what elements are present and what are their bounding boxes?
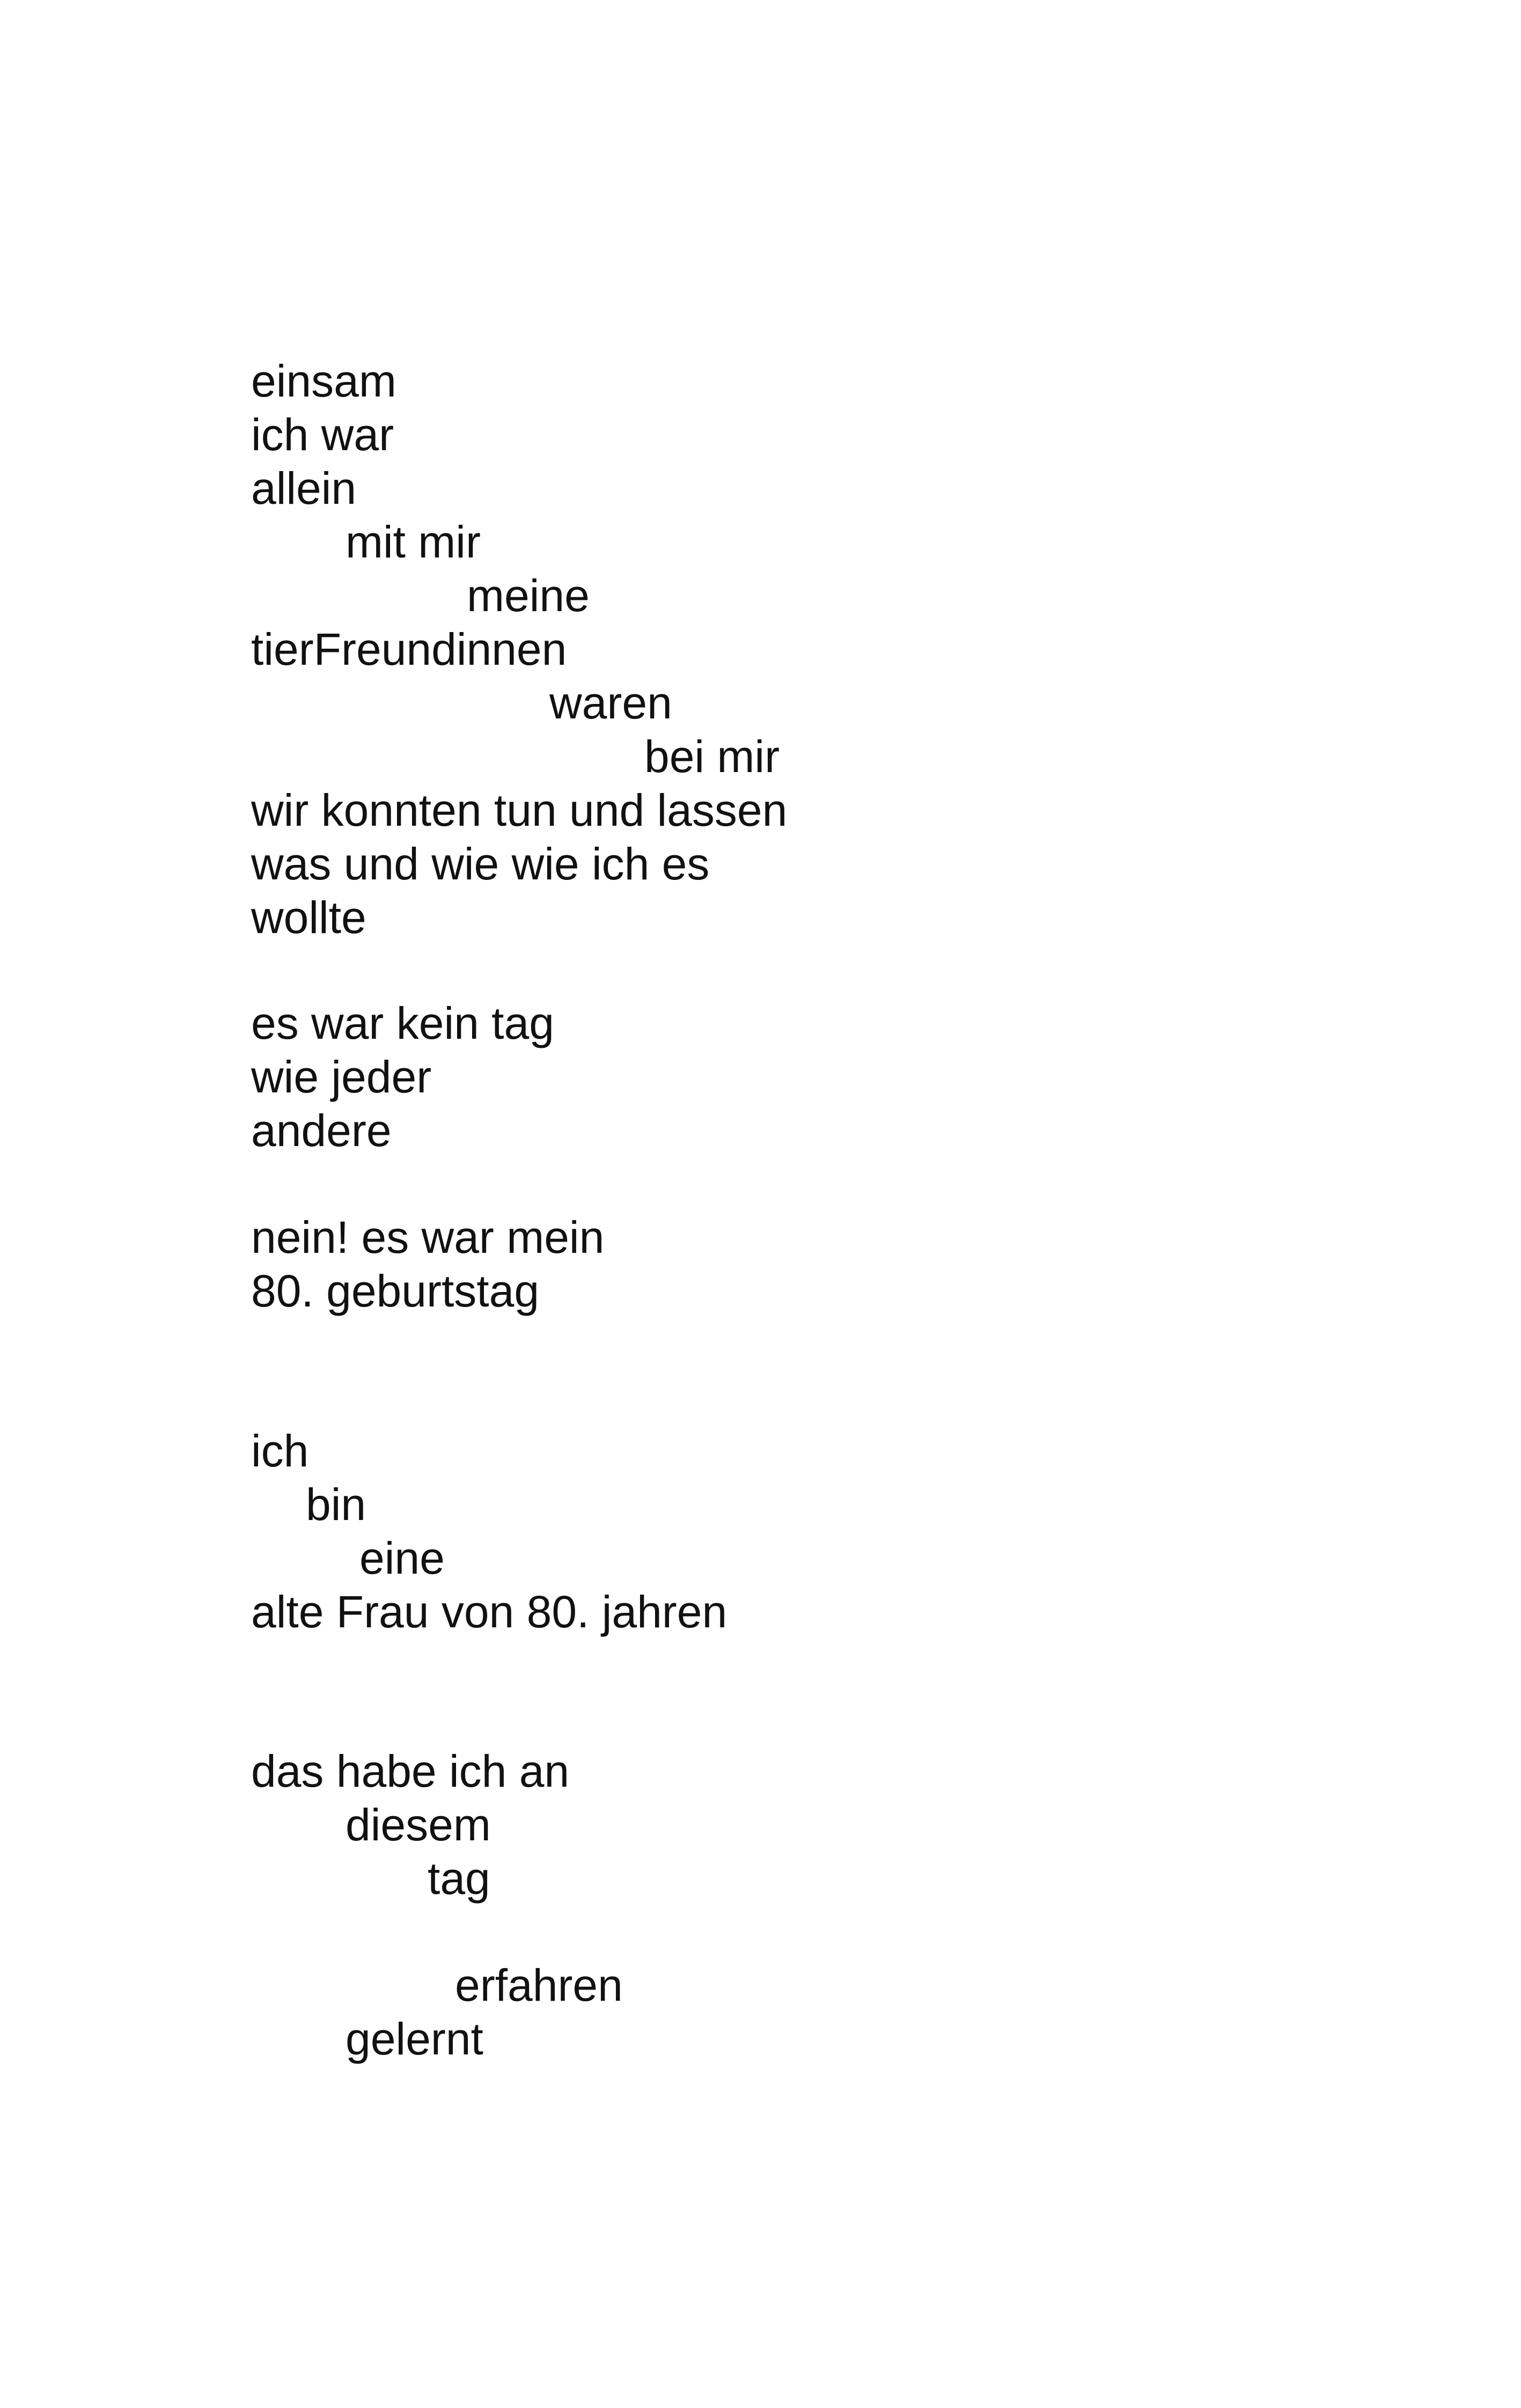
poem-line: alte Frau von 80. jahren (251, 1587, 728, 1637)
poem-line: nein! es war mein (251, 1212, 605, 1262)
poem-line: was und wie wie ich es (251, 839, 710, 889)
poem-line: mit mir (346, 517, 481, 567)
poem (251, 0, 1431, 2408)
poem-line: erfahren (455, 1960, 623, 2010)
poem-line: gelernt (346, 2014, 483, 2064)
poem-line: es war kein tag (251, 998, 554, 1048)
poem-line: tierFreundinnen (251, 624, 567, 674)
poem-line: meine (467, 570, 590, 621)
poem-line: wollte (251, 892, 366, 943)
poem-line: waren (549, 678, 672, 728)
poem-line: allein (251, 463, 357, 513)
poem-line: bin (306, 1479, 366, 1530)
poem-line: wie jeder (251, 1052, 432, 1102)
poem-line: einsam (251, 356, 396, 406)
poem-line: ich (251, 1426, 309, 1476)
poem-line: andere (251, 1105, 392, 1156)
poem-line: eine (359, 1533, 445, 1583)
poem-line: diesem (346, 1800, 491, 1850)
poem-line: ich war (251, 409, 394, 460)
poem-line: bei mir (644, 731, 780, 782)
poem-line: 80. geburtstag (251, 1266, 540, 1316)
poem-line: tag (428, 1853, 490, 1904)
poem-line: das habe ich an (251, 1746, 570, 1796)
poem-line: wir konnten tun und lassen (251, 785, 788, 835)
